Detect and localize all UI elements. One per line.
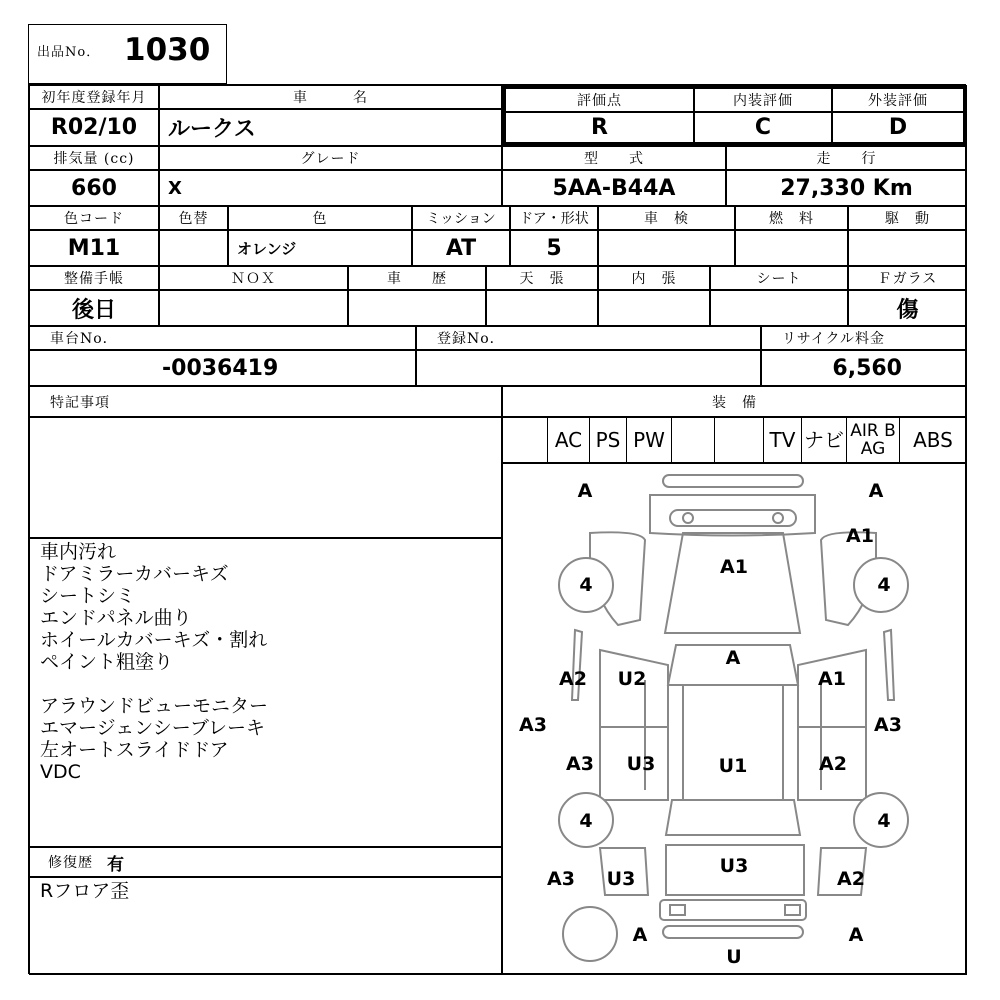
nox-label: ＮＯＸ [159, 266, 348, 290]
repair-value: 有 [107, 854, 124, 875]
color-code-label: 色コード [29, 206, 159, 230]
equipment-ac: AC [548, 418, 590, 462]
tail-lamp-right [785, 905, 800, 915]
mark-left-rear-quarter: A3 [547, 868, 575, 890]
note-line: ペイント粗塗り [40, 651, 174, 673]
mark-left-rear-window: U3 [606, 868, 636, 890]
history-label: 車 歴 [348, 266, 486, 290]
emblem-right [773, 513, 783, 523]
exterior-value: D [832, 112, 964, 143]
seat-value [710, 290, 848, 326]
fuel-label: 燃 料 [735, 206, 848, 230]
mark-right-front-fender: A1 [846, 525, 874, 547]
mark-left-side: A3 [519, 714, 547, 736]
repair-note: Rフロア歪 [40, 880, 130, 902]
mark-left-pillar: A2 [559, 668, 587, 690]
repair-note-box [29, 877, 502, 975]
inspection-value [598, 230, 735, 266]
right-mirror [884, 630, 894, 700]
regno-label: 登録No． [416, 326, 761, 350]
color-label: 色 [228, 206, 412, 230]
mark-rear-bumper-right: A [848, 924, 864, 946]
color-code-value: M11 [29, 230, 159, 266]
mark-left-rear-door: A3 [566, 753, 594, 775]
mark-hood: A1 [720, 556, 748, 578]
mission-value: AT [412, 230, 510, 266]
note-line: ドアミラーカバーキズ [40, 563, 229, 585]
lot-label: 出品No． [37, 45, 101, 60]
recycle-value: 6,560 [761, 350, 967, 386]
mark-right-rear-quarter: A2 [837, 868, 865, 890]
equipment-tv: TV [764, 418, 802, 462]
mark-right-front-door: A1 [818, 668, 846, 690]
note-line: シートシミ [40, 585, 136, 607]
reg-value: R02/10 [29, 109, 159, 146]
front-bumper [650, 495, 815, 536]
grade-label: グレード [159, 146, 502, 170]
note-line: アラウンドビューモニター [40, 695, 269, 717]
note-line: ホイールカバーキズ・割れ [40, 629, 268, 651]
mark-right-rear-tire: 4 [877, 810, 891, 832]
drive-label: 駆 動 [848, 206, 967, 230]
equipment-blank-1 [503, 418, 548, 462]
equipment-pw: PW [627, 418, 672, 462]
mileage-label: 走 行 [726, 146, 967, 170]
fuel-value [735, 230, 848, 266]
equipment-blank-2 [672, 418, 715, 462]
mark-left-front-tire: 4 [579, 574, 593, 596]
mark-right-rear-door: A2 [819, 753, 847, 775]
hood-outline [665, 533, 800, 633]
inspection-label: 車 検 [598, 206, 735, 230]
roof-lining-label: 天 張 [486, 266, 598, 290]
repaint-value [159, 230, 228, 266]
spare-circle [563, 907, 617, 961]
chassis-value: -0036419 [29, 350, 416, 386]
equipment-navi: ナビ [802, 418, 847, 462]
mark-roof-front: A [725, 647, 741, 669]
note-line: 左オートスライドドア [40, 739, 229, 761]
mileage-value: 27,330 Km [726, 170, 967, 206]
equipment-blank-3 [715, 418, 764, 462]
drive-value [848, 230, 967, 266]
rear-bumper-strip [663, 926, 803, 938]
door-value: 5 [510, 230, 598, 266]
exterior-label: 外装評価 [832, 88, 964, 112]
inner-lining-label: 内 張 [598, 266, 710, 290]
interior-label: 内装評価 [694, 88, 832, 112]
model-label: 型 式 [502, 146, 726, 170]
note-line: 車内汚れ [40, 541, 117, 563]
door-label: ドア・形状 [510, 206, 598, 230]
reg-label: 初年度登録年月 [29, 85, 159, 109]
repair-label: 修復歴 [48, 855, 93, 871]
recycle-label: リサイクル料金 [761, 326, 967, 350]
front-bumper-strip [663, 475, 803, 487]
mark-rear-bumper-center: U [726, 946, 742, 968]
equipment-title: 装 備 [502, 386, 967, 417]
displacement-label: 排気量 (cc) [29, 146, 159, 170]
car-name-value: ルークス [159, 109, 502, 146]
manual-value: 後日 [29, 290, 159, 326]
score-value: R [505, 112, 694, 143]
regno-value [416, 350, 761, 386]
mark-windshield: U2 [617, 668, 647, 690]
note-line: VDC [40, 761, 81, 783]
mark-left-glass: U3 [626, 753, 656, 775]
mark-right-front-tire: 4 [877, 574, 891, 596]
model-value: 5AA-B44A [502, 170, 726, 206]
color-value: オレンジ [228, 230, 412, 266]
history-value [348, 290, 486, 326]
mission-label: ミッション [412, 206, 510, 230]
front-glass-value: 傷 [848, 290, 967, 326]
mark-front-left-corner: A [577, 480, 593, 502]
equipment-abs: ABS [913, 428, 953, 452]
mark-rear-glass: U3 [719, 855, 749, 877]
nox-value [159, 290, 348, 326]
displacement-value: 660 [29, 170, 159, 206]
grade-value: X [159, 170, 502, 206]
notes-upper-box [29, 417, 502, 538]
mark-front-right-corner: A [868, 480, 884, 502]
rear-window-outline [666, 800, 800, 835]
note-line [40, 673, 501, 695]
notes-title: 特記事項 [29, 386, 502, 417]
notes-list [29, 538, 502, 847]
repaint-label: 色替 [159, 206, 228, 230]
tail-lamp-left [670, 905, 685, 915]
front-glass-label: Ｆガラス [848, 266, 967, 290]
equipment-row [502, 417, 967, 463]
mark-roof: U1 [718, 755, 748, 777]
equipment-airbag: AIR BAG [847, 418, 900, 462]
lot-number: 1030 [124, 32, 211, 68]
chassis-label: 車台No． [29, 326, 416, 350]
interior-value: C [694, 112, 832, 143]
car-name-label: 車 名 [159, 85, 502, 109]
seat-label: シート [710, 266, 848, 290]
mark-rear-bumper-left: A [632, 924, 648, 946]
repair-row [29, 847, 502, 877]
note-line: エンドパネル曲り [40, 607, 192, 629]
roof-outline [683, 685, 783, 800]
roof-lining-value [486, 290, 598, 326]
inner-lining-value [598, 290, 710, 326]
lot-box [28, 24, 227, 84]
evaluation-block [502, 85, 967, 146]
equipment-ps: PS [590, 418, 627, 462]
note-line: エマージェンシーブレーキ [40, 717, 266, 739]
emblem-left [683, 513, 693, 523]
mark-left-rear-tire: 4 [579, 810, 593, 832]
mark-right-side: A3 [874, 714, 902, 736]
manual-label: 整備手帳 [29, 266, 159, 290]
score-label: 評価点 [505, 88, 694, 112]
